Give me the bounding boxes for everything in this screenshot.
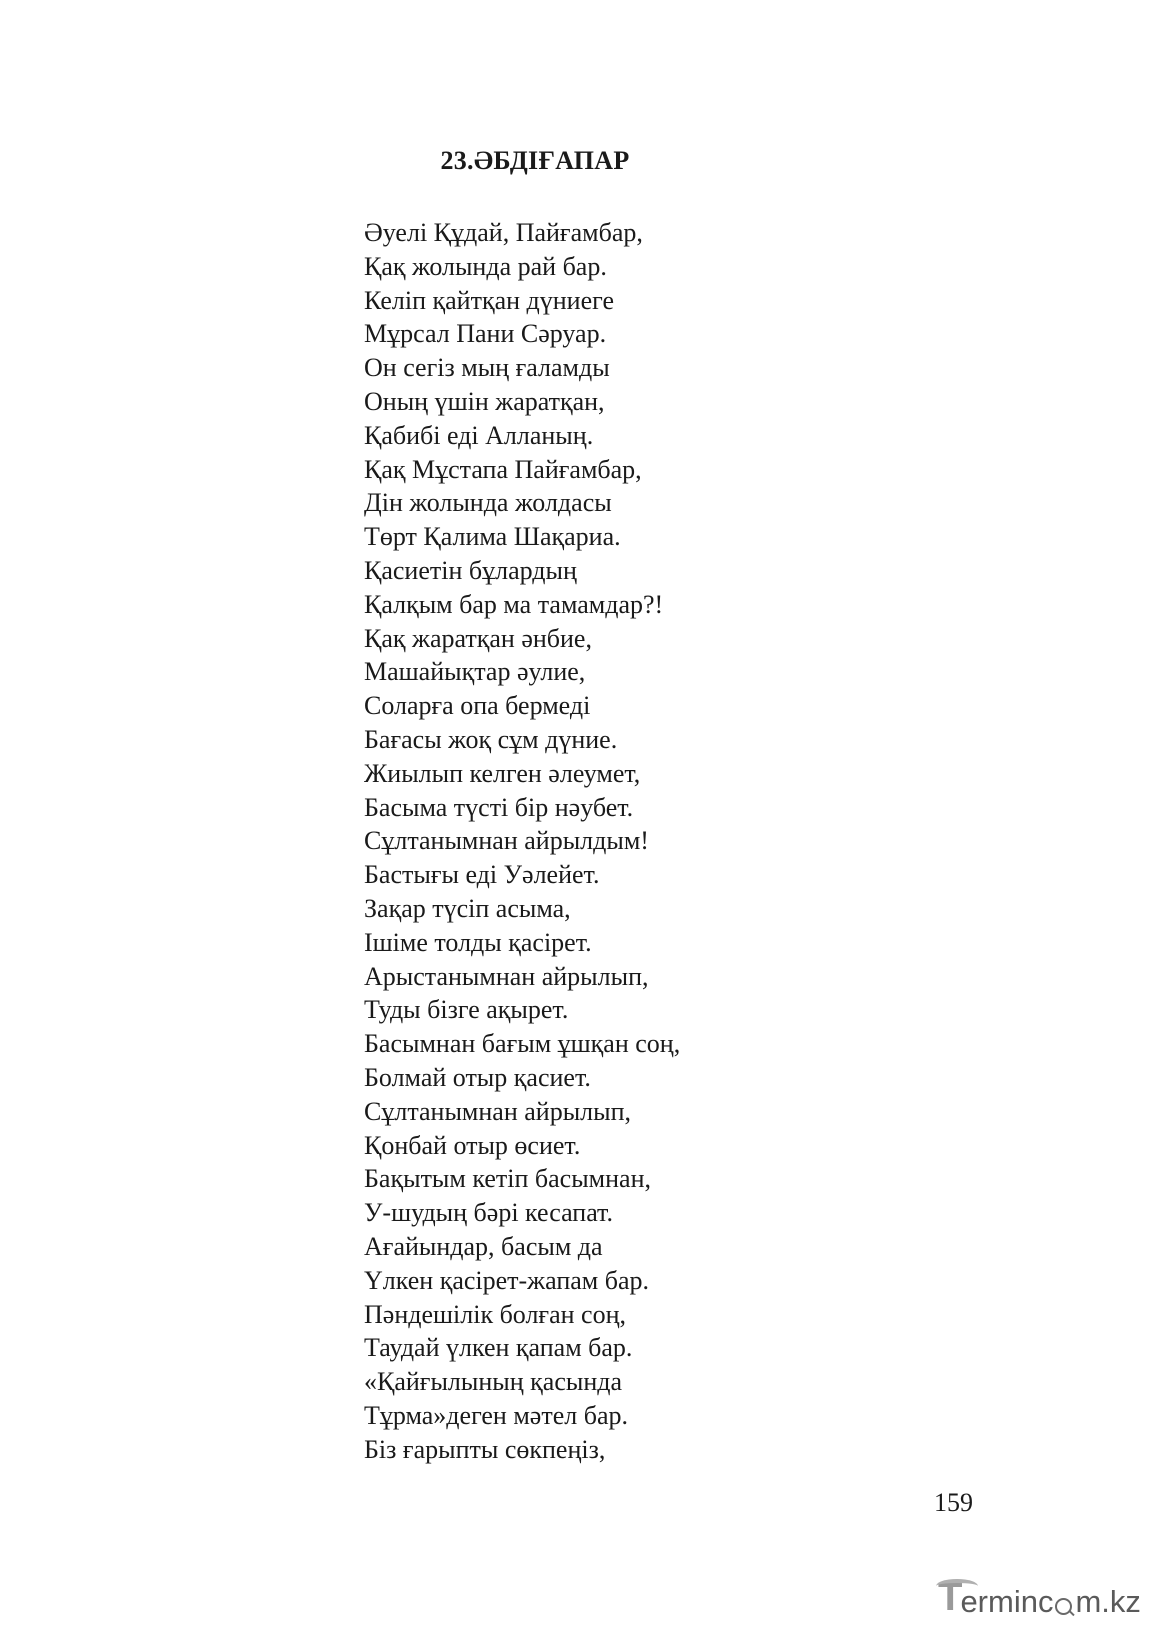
poem-line: Қасиетін бұлардың [364,555,577,585]
watermark-text-part2: m.kz [1075,1584,1141,1619]
poem-line: Бағасы жоқ сұм дүние. [364,724,618,754]
poem-line: Бақытым кетіп басымнан, [364,1164,651,1194]
poem-line: Сұлтанымнан айрылып, [364,1096,632,1126]
poem-line: Қабибі еді Алланың. [364,420,594,450]
poem-line: Сұлтанымнан айрылдым! [364,826,649,856]
watermark-text-part1: erminc [960,1584,1054,1619]
poem-line: Қақ жолында рай бар. [364,251,607,281]
poem-line: Біз ғарыпты сөкпеңіз, [364,1434,606,1464]
poem-line: «Қайғылының қасында [364,1367,623,1397]
poem-line: Дін жолында жолдасы [364,488,612,518]
poem-line: Келіп қайтқан дүниеге [364,285,614,315]
poem-text [364,216,680,1466]
poem-line: Ішіме толды қасірет. [364,927,592,957]
poem-line: Әуелі Құдай, Пайғамбар, [364,218,643,247]
swoosh-icon [936,1579,978,1593]
magnifier-icon [1054,1586,1074,1620]
poem-line: Ағайындар, басым да [364,1231,603,1261]
poem-line: Машайықтар әулие, [364,657,586,687]
poem-line: Оның үшін жаратқан, [364,386,605,416]
poem-line: Қалқым бар ма тамамдар?! [364,589,664,619]
poem-title: 23.ӘБДІҒАПАР [440,146,630,175]
poem-line: Арыстанымнан айрылып, [364,961,649,991]
watermark-logo [938,1575,1141,1620]
poem-line: Үлкен қасірет-жапам бар. [364,1265,650,1295]
poem-line: Болмай отыр қасиет. [364,1062,591,1092]
poem-line: Соларға опа бермеді [364,691,591,721]
poem-line: Төрт Қалима Шақариа. [364,522,621,552]
poem-line: Мұрсал Пани Сәруар. [364,319,607,349]
poem-line: Басымнан бағым ұшқан соң, [364,1029,681,1059]
poem-line: Қақ жаратқан әнбие, [364,623,592,653]
poem-line: Басыма түсті бір нәубет. [364,792,634,822]
poem-line: Таудай үлкен қапам бар. [364,1333,633,1363]
poem-line: Қонбай отыр өсиет. [364,1130,581,1160]
watermark-initial [938,1575,962,1620]
poem-line: Тұрма»деген мәтел бар. [364,1400,628,1430]
poem-line: Пәндешілік болған соң, [364,1299,627,1329]
poem-line: Жиылып келген әлеумет, [364,758,641,788]
poem-line: Қақ Мұстапа Пайғамбар, [364,454,642,484]
poem-line: Туды бізге ақырет. [364,995,569,1025]
poem-line: Он сегіз мың ғаламды [364,353,610,383]
page-number: 159 [934,1488,973,1517]
watermark-initial-letter: T [938,1575,963,1619]
poem-line: У-шудың бәрі кесапат. [364,1198,613,1228]
poem-line: Зақар түсіп асыма, [364,893,571,923]
poem-line: Бастығы еді Уәлейет. [364,860,600,890]
